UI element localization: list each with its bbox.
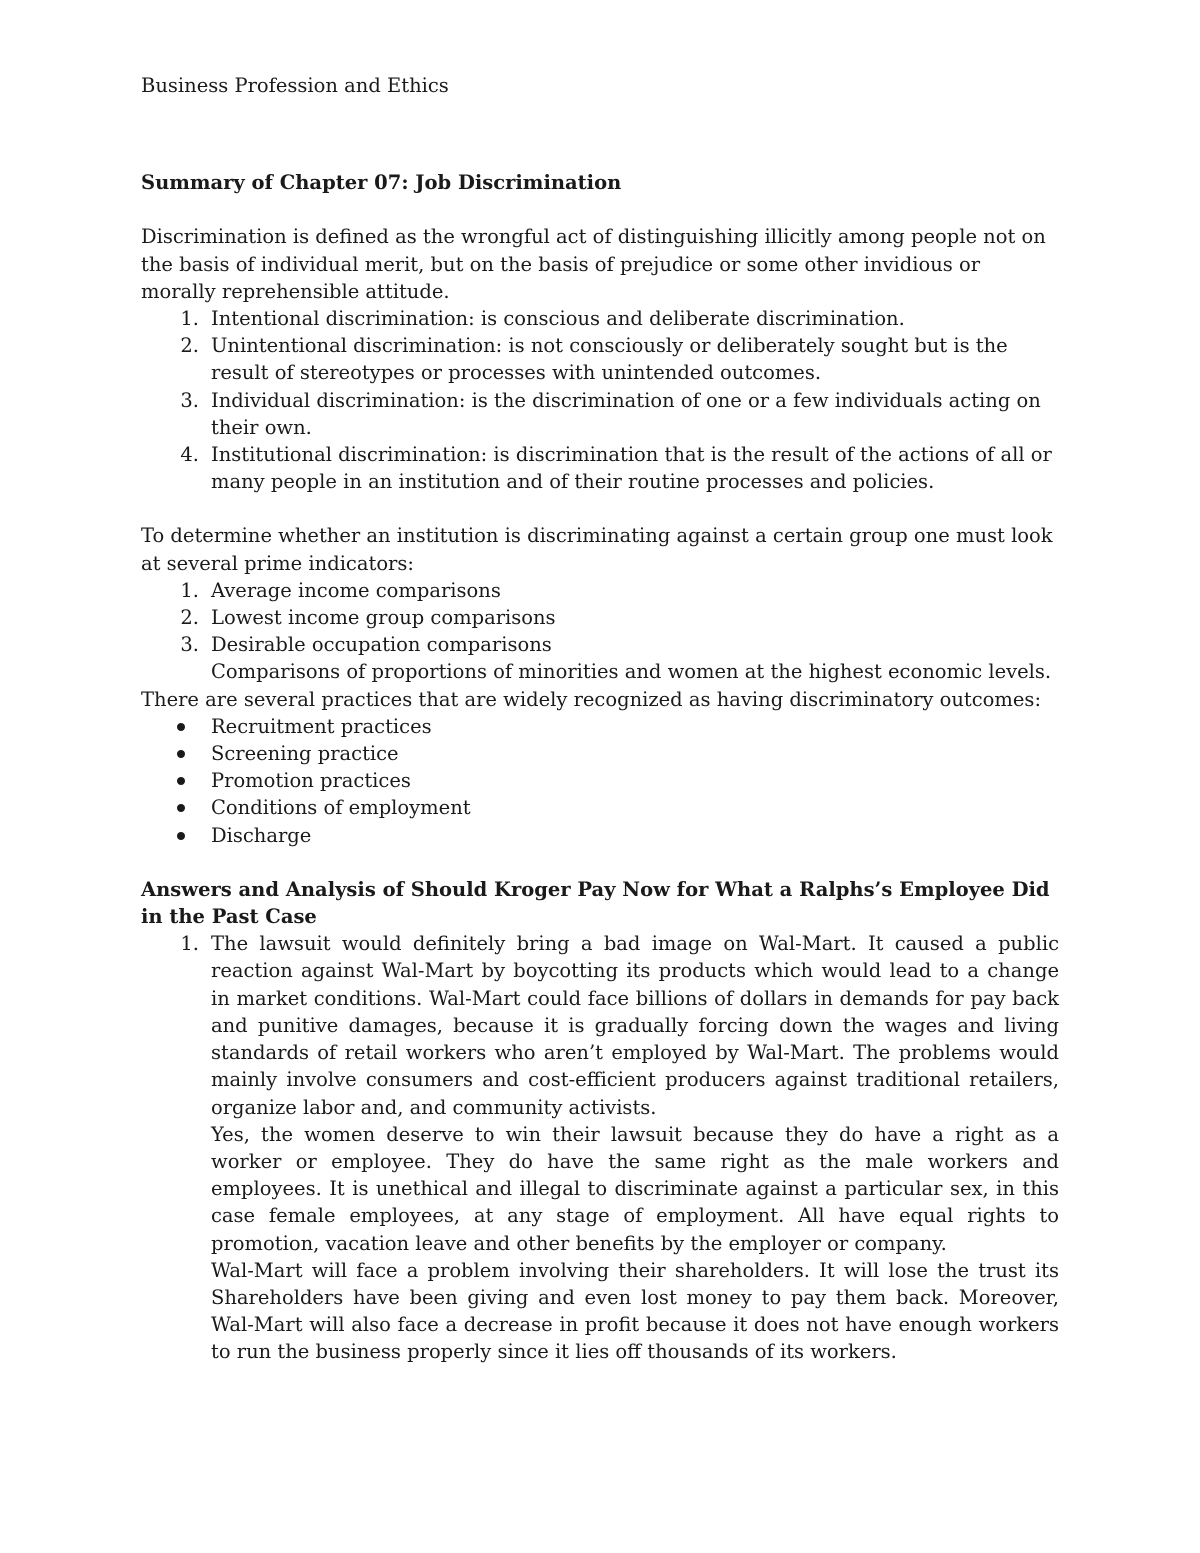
bullet-icon bbox=[177, 777, 185, 785]
bullet-icon bbox=[177, 750, 185, 758]
list-item bbox=[141, 794, 1059, 821]
list-item-text: Screening practice bbox=[211, 742, 399, 766]
indicators-intro: To determine whether an institution is discriminating against a certain group one must look at several prime indicators: bbox=[141, 524, 1053, 575]
list-item bbox=[141, 631, 1059, 658]
analysis-list bbox=[141, 930, 1059, 1120]
list-item bbox=[141, 767, 1059, 794]
list-number: 3. bbox=[180, 388, 199, 412]
list-number: 2. bbox=[180, 334, 199, 358]
document-header: Business Profession and Ethics bbox=[141, 74, 449, 97]
list-item bbox=[141, 577, 1059, 604]
list-item bbox=[141, 822, 1059, 849]
list-item-text: Average income comparisons bbox=[211, 578, 501, 602]
practices-intro: There are several practices that are widely recognized as having discriminatory outcomes: bbox=[141, 687, 1042, 711]
paragraph-spacer bbox=[141, 849, 1059, 876]
answer-paragraph-1: The lawsuit would definitely bring a bad image on Wal-Mart. It caused a public reaction against Wal-Mart by boycotting its products which would lead to a change in market conditions. Wal-Mart could face billions of dollars in demands for pay back and punitive damages, because it is gradually forcing down the wages and living standards of retail workers who aren’t employed by Wal-Mart. The problems would mainly involve consumers and cost-efficient producers against traditional retailers, organize labor and, and community activists. bbox=[211, 932, 1059, 1119]
summary-heading: Summary of Chapter 07: Job Discrimination bbox=[141, 171, 622, 195]
list-item-text: Discharge bbox=[211, 823, 312, 847]
answer-paragraph-2: Yes, the women deserve to win their lawsuit because they do have a right as a worker or employee. They do have the same right as the male workers and employees. It is unethical and illegal to discriminate against a particular sex, in this case female employees, at any stage of employment. All have equal rights to promotion, vacation leave and other benefits by the employer or company. bbox=[211, 1122, 1059, 1255]
analysis-heading: Answers and Analysis of Should Kroger Pay Now for What a Ralphs’s Employee Did in the Past Case bbox=[141, 877, 1050, 929]
list-item-text: Intentional discrimination: is conscious and deliberate discrimination. bbox=[211, 307, 905, 331]
list-number: 1. bbox=[180, 307, 199, 331]
list-item-text: Unintentional discrimination: is not consciously or deliberately sought but is the result of stereotypes or processes with unintended outcomes. bbox=[211, 334, 1008, 385]
list-item bbox=[141, 441, 1059, 495]
list-item bbox=[141, 387, 1059, 441]
list-item-text: Recruitment practices bbox=[211, 714, 432, 738]
list-item bbox=[141, 332, 1059, 386]
paragraph-spacer bbox=[141, 495, 1059, 522]
list-number: 4. bbox=[180, 443, 199, 467]
list-item bbox=[141, 604, 1059, 631]
indicators-note: Comparisons of proportions of minorities and women at the highest economic levels. bbox=[211, 660, 1052, 684]
list-number: 1. bbox=[180, 932, 199, 956]
list-item bbox=[141, 740, 1059, 767]
discrimination-types-list bbox=[141, 305, 1059, 495]
bullet-icon bbox=[177, 804, 185, 812]
list-item-text: Institutional discrimination: is discrimination that is the result of the actions of all or many people in an institution and of their routine processes and policies. bbox=[211, 443, 1052, 494]
list-number: 1. bbox=[180, 578, 199, 602]
bullet-icon bbox=[177, 832, 185, 840]
list-item-text: Desirable occupation comparisons bbox=[211, 633, 552, 657]
indicators-list bbox=[141, 577, 1059, 659]
document-body bbox=[141, 72, 1059, 1366]
list-item bbox=[141, 930, 1059, 1120]
list-item-text: Promotion practices bbox=[211, 769, 411, 793]
list-item-text: Conditions of employment bbox=[211, 796, 471, 820]
list-number: 3. bbox=[180, 633, 199, 657]
list-item bbox=[141, 713, 1059, 740]
definition-paragraph: Discrimination is defined as the wrongful act of distinguishing illicitly among people not on the basis of individual merit, but on the basis of prejudice or some other invidious or morally reprehensible attitude. bbox=[141, 225, 1046, 303]
list-item-text: Lowest income group comparisons bbox=[211, 606, 556, 630]
practices-list bbox=[141, 713, 1059, 849]
list-item-text: Individual discrimination: is the discrimination of one or a few individuals acting on their own. bbox=[211, 388, 1041, 439]
list-number: 2. bbox=[180, 606, 199, 630]
answer-paragraph-3: Wal-Mart will face a problem involving their shareholders. It will lose the trust its Shareholders have been giving and even lost money to pay them back. Moreover, Wal-Mart will also face a decrease in profit because it does not have enough workers to run the business properly since it lies off thousands of its workers. bbox=[211, 1258, 1059, 1364]
list-item bbox=[141, 305, 1059, 332]
bullet-icon bbox=[177, 723, 185, 731]
